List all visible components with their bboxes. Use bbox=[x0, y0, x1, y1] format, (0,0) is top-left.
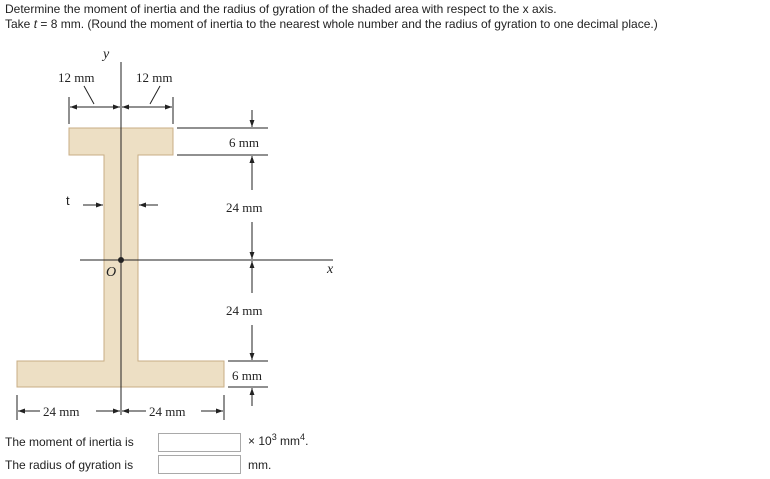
dim-web-upper-label: 24 mm bbox=[226, 200, 263, 215]
inertia-unit-prefix: × 10 bbox=[248, 434, 272, 448]
inertia-label: The moment of inertia is bbox=[5, 435, 134, 449]
dim-top-left-label: 12 mm bbox=[58, 70, 95, 85]
question-line-1: Determine the moment of inertia and the radius of gyration of the shaded area with respect to the x axis. bbox=[5, 2, 557, 16]
dim-top-flange-label: 6 mm bbox=[229, 135, 259, 150]
dim-top-right-label: 12 mm bbox=[136, 70, 173, 85]
leader-top-right bbox=[150, 86, 160, 104]
question-instructions: = 8 mm. (Round the moment of inertia to the nearest whole number and the radius of gyration to one decimal place.) bbox=[37, 17, 658, 31]
dim-bottom-left-label: 24 mm bbox=[43, 404, 80, 419]
inertia-unit-exponent-4: 4 bbox=[300, 432, 306, 442]
inertia-unit bbox=[248, 434, 308, 449]
y-axis-label: y bbox=[103, 47, 110, 62]
gyration-unit: mm. bbox=[248, 458, 272, 472]
inertia-unit-mm: mm bbox=[276, 434, 301, 448]
gyration-label: The radius of gyration is bbox=[5, 458, 134, 472]
question-take: Take bbox=[5, 17, 34, 31]
origin-point bbox=[118, 257, 124, 263]
dim-web-lower-label: 24 mm bbox=[226, 303, 263, 318]
inertia-unit-exponent: 3 bbox=[271, 432, 277, 442]
origin-label: O bbox=[106, 265, 117, 280]
dim-bottom-flange-label: 6 mm bbox=[232, 368, 262, 383]
dim-bottom-right-label: 24 mm bbox=[149, 404, 186, 419]
inertia-input[interactable] bbox=[158, 433, 241, 452]
gyration-input[interactable] bbox=[158, 455, 241, 474]
t-label: t bbox=[66, 193, 70, 208]
inertia-unit-period: . bbox=[305, 434, 309, 448]
x-axis-label: x bbox=[327, 262, 334, 277]
leader-top-left bbox=[84, 86, 94, 104]
question-variable-t: t bbox=[33, 17, 38, 31]
